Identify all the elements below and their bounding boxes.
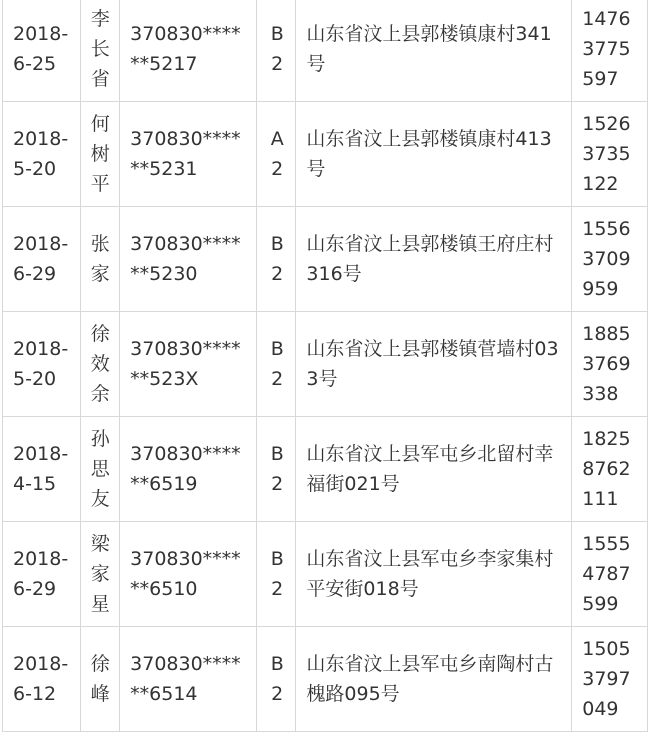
phone-text: 18853769338: [582, 323, 631, 405]
license-class-cell: [257, 102, 296, 207]
phone-text: 15554787599: [582, 533, 631, 615]
address-text: 山东省汶上县军屯乡南陶村古槐路095号: [306, 653, 554, 705]
id-number-cell: [120, 207, 257, 312]
license-class-cell: [257, 522, 296, 627]
date-cell: [3, 0, 81, 102]
table-row: [3, 102, 648, 207]
name-text: 徐峰: [90, 653, 110, 705]
table-row: [3, 627, 648, 732]
license-class-cell: [257, 627, 296, 732]
id-number-text: 370830******5231: [130, 128, 241, 180]
address-cell: [296, 522, 572, 627]
phone-cell: [572, 522, 648, 627]
address-text: 山东省汶上县郭楼镇菅墙村033号: [306, 338, 559, 390]
license-class-cell: [257, 417, 296, 522]
name-text: 梁家星: [90, 533, 110, 615]
table-row: [3, 0, 648, 102]
phone-cell: [572, 0, 648, 102]
name-cell: [80, 0, 119, 102]
address-text: 山东省汶上县郭楼镇康村413号: [306, 128, 552, 180]
address-cell: [296, 417, 572, 522]
license-class-text: B2: [270, 653, 284, 705]
name-cell: [80, 627, 119, 732]
date-text: 2018-5-20: [13, 338, 69, 390]
license-class-text: B2: [270, 338, 284, 390]
id-number-cell: [120, 102, 257, 207]
phone-text: 15053797049: [582, 638, 631, 720]
address-cell: [296, 312, 572, 417]
date-text: 2018-6-12: [13, 653, 69, 705]
id-number-cell: [120, 417, 257, 522]
address-cell: [296, 207, 572, 312]
name-text: 何树平: [90, 113, 110, 195]
id-number-cell: [120, 522, 257, 627]
license-class-text: A2: [270, 128, 284, 180]
table-row: [3, 417, 648, 522]
date-cell: [3, 417, 81, 522]
license-class-text: B2: [270, 548, 284, 600]
phone-cell: [572, 627, 648, 732]
table-row: [3, 522, 648, 627]
id-number-text: 370830******6514: [130, 653, 241, 705]
address-text: 山东省汶上县郭楼镇王府庄村316号: [306, 233, 554, 285]
date-cell: [3, 312, 81, 417]
phone-text: 14763775597: [582, 8, 631, 90]
address-cell: [296, 0, 572, 102]
name-text: 徐效余: [90, 323, 110, 405]
license-class-text: B2: [270, 443, 284, 495]
address-text: 山东省汶上县军屯乡李家集村平安街018号: [306, 548, 554, 600]
phone-cell: [572, 207, 648, 312]
address-text: 山东省汶上县郭楼镇康村341号: [306, 23, 552, 75]
table-row: [3, 207, 648, 312]
license-class-cell: [257, 0, 296, 102]
license-class-cell: [257, 207, 296, 312]
date-cell: [3, 522, 81, 627]
date-cell: [3, 627, 81, 732]
date-cell: [3, 102, 81, 207]
name-cell: [80, 417, 119, 522]
records-table: [2, 0, 648, 732]
license-class-text: B2: [270, 233, 284, 285]
id-number-text: 370830******6519: [130, 443, 241, 495]
id-number-text: 370830******6510: [130, 548, 241, 600]
name-cell: [80, 207, 119, 312]
license-class-cell: [257, 312, 296, 417]
id-number-cell: [120, 312, 257, 417]
name-cell: [80, 522, 119, 627]
name-text: 张家: [90, 233, 110, 285]
date-text: 2018-4-15: [13, 443, 69, 495]
phone-cell: [572, 417, 648, 522]
name-text: 孙思友: [90, 428, 110, 510]
phone-cell: [572, 312, 648, 417]
id-number-text: 370830******5217: [130, 23, 241, 75]
id-number-cell: [120, 627, 257, 732]
name-cell: [80, 312, 119, 417]
id-number-cell: [120, 0, 257, 102]
date-text: 2018-5-20: [13, 128, 69, 180]
date-text: 2018-6-25: [13, 23, 69, 75]
address-cell: [296, 627, 572, 732]
date-cell: [3, 207, 81, 312]
id-number-text: 370830******523X: [130, 338, 241, 390]
address-cell: [296, 102, 572, 207]
phone-text: 18258762111: [582, 428, 631, 510]
date-text: 2018-6-29: [13, 548, 69, 600]
name-cell: [80, 102, 119, 207]
id-number-text: 370830******5230: [130, 233, 241, 285]
phone-text: 15263735122: [582, 113, 631, 195]
name-text: 李长省: [90, 8, 110, 90]
license-class-text: B2: [270, 23, 284, 75]
address-text: 山东省汶上县军屯乡北留村幸福街021号: [306, 443, 554, 495]
table-row: [3, 312, 648, 417]
phone-cell: [572, 102, 648, 207]
phone-text: 15563709959: [582, 218, 631, 300]
date-text: 2018-6-29: [13, 233, 69, 285]
